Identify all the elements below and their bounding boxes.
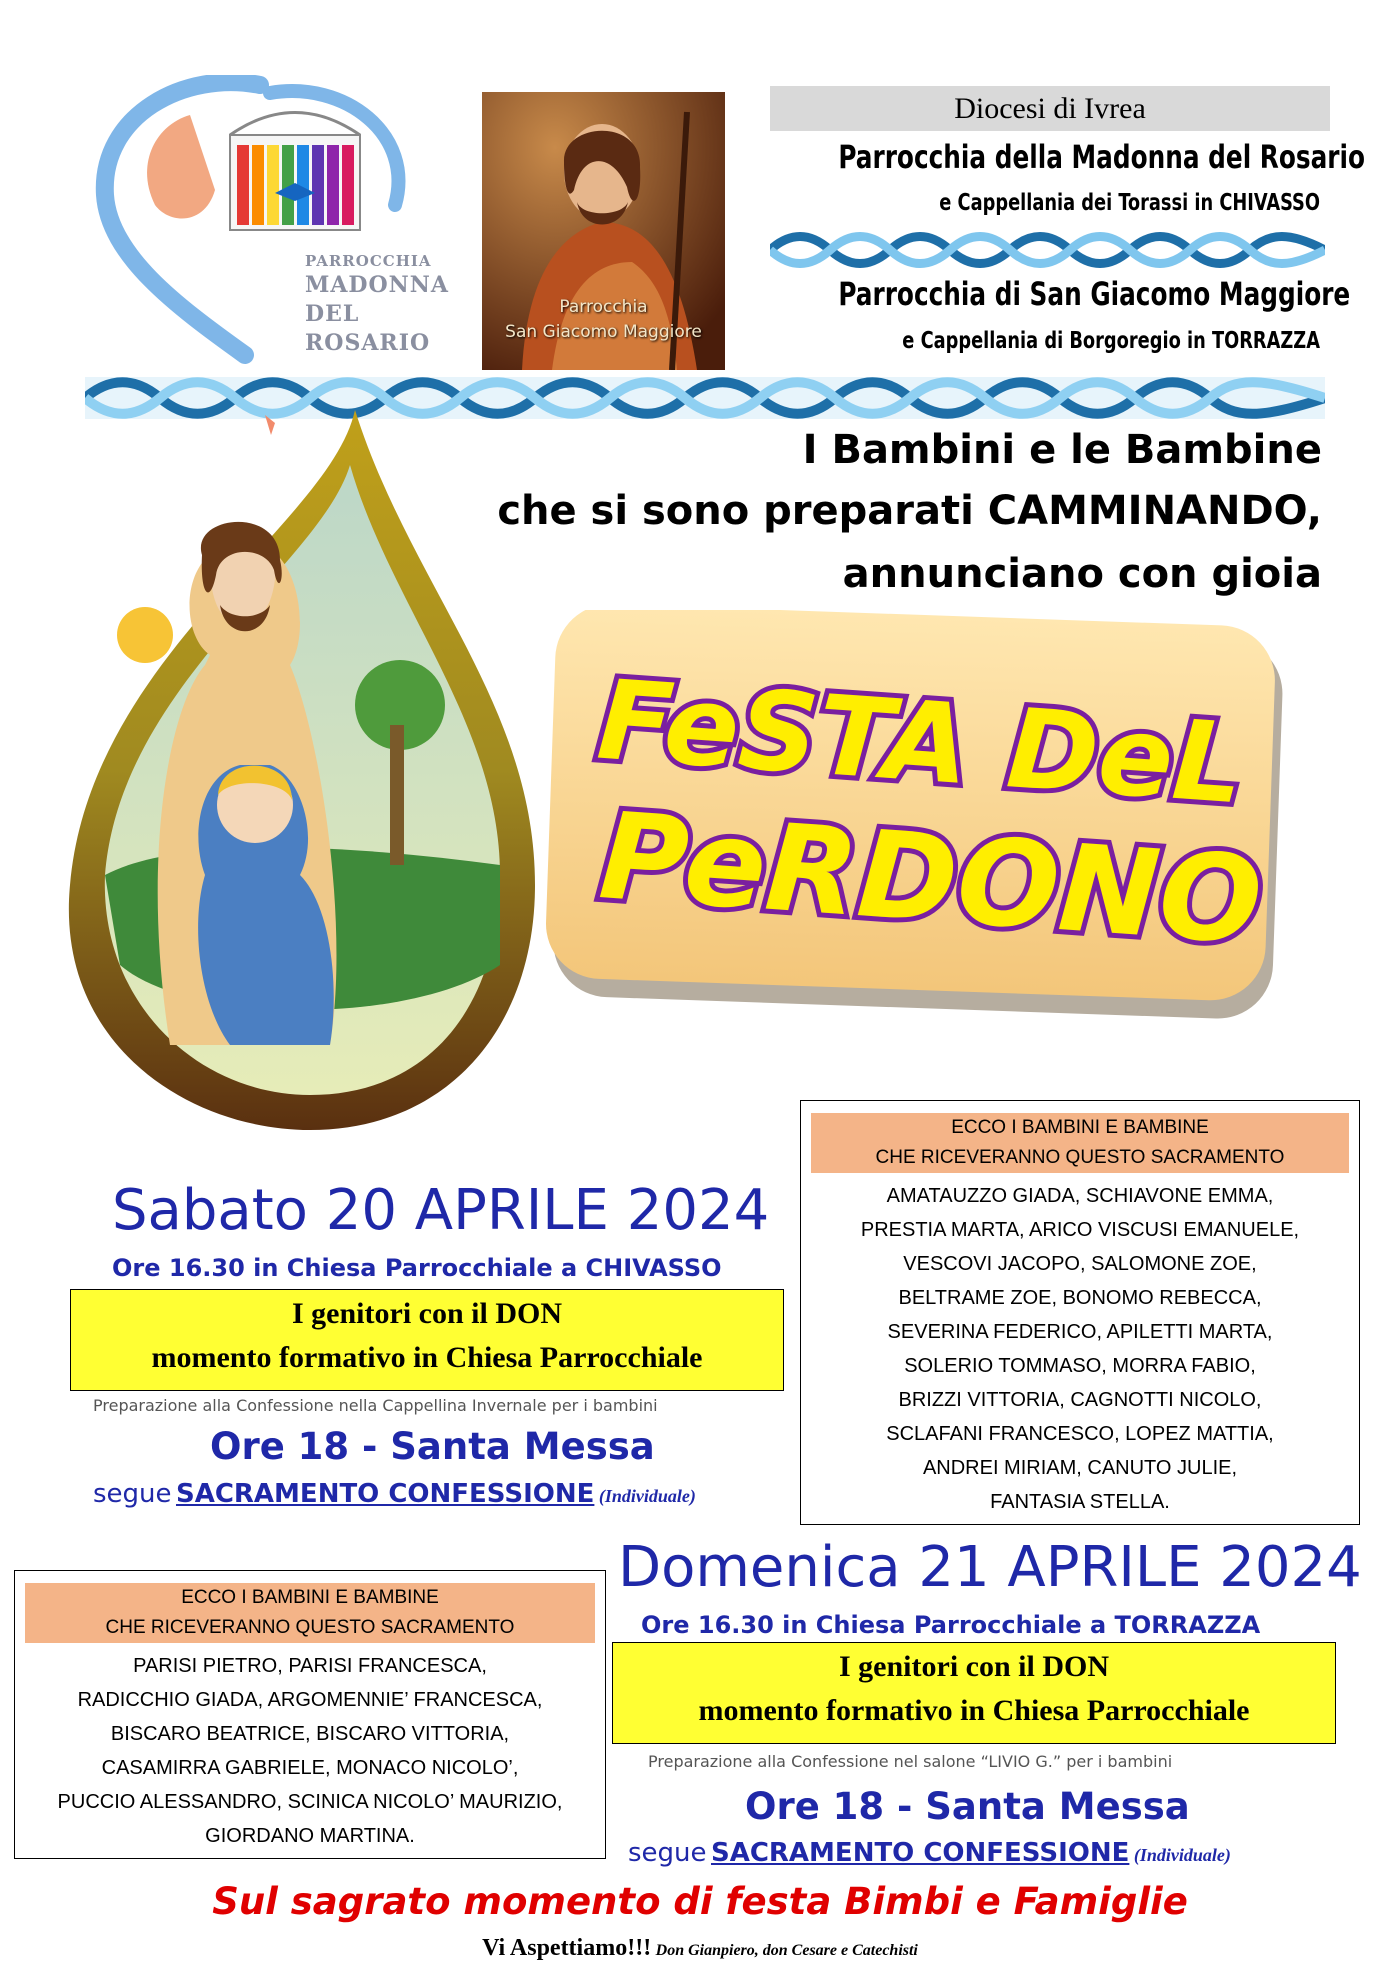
- saint-caption-line2: San Giacomo Maggiore: [505, 322, 702, 342]
- list-names: [801, 1179, 1359, 1519]
- jesus-child-drop-illustration: [30, 405, 560, 1135]
- list-item: SCLAFANI FRANCESCO, LOPEZ MATTIA,: [886, 1423, 1274, 1445]
- saturday-preparation: Preparazione alla Confessione nella Cappellina Invernale per i bambini: [93, 1396, 658, 1415]
- list-item: PUCCIO ALESSANDRO, SCINICA NICOLO’ MAURIZIO,: [57, 1791, 563, 1813]
- logo-text-madonna: MADONNA: [305, 272, 449, 298]
- list-header-line2: CHE RICEVERANNO QUESTO SACRAMENTO: [105, 1617, 515, 1638]
- signature-text: Don Gianpiero, don Cesare e Catechisti: [655, 1942, 918, 1959]
- sacrament-text: SACRAMENTO CONFESSIONE: [710, 1838, 1130, 1868]
- saturday-confession-line: [93, 1479, 696, 1509]
- parish1-chapel: e Cappellania dei Torassi in CHIVASSO: [939, 190, 1320, 216]
- sunday-parents-box: [612, 1642, 1336, 1744]
- list-item: GIORDANO MARTINA.: [205, 1825, 415, 1847]
- sunday-mass: Ore 18 - Santa Messa: [745, 1785, 1190, 1828]
- footer-signature: [0, 1935, 1400, 1962]
- list-header-line2: CHE RICEVERANNO QUESTO SACRAMENTO: [875, 1147, 1285, 1168]
- festa-del-perdono-banner: [540, 610, 1300, 1020]
- saturday-parents-box: [70, 1289, 784, 1391]
- list-header-line1: ECCO I BAMBINI E BAMBINE: [181, 1587, 439, 1608]
- individual-text: (Individuale): [1133, 1845, 1231, 1865]
- list-item: VESCOVI JACOPO, SALOMONE ZOE,: [903, 1253, 1257, 1275]
- list-header: [811, 1113, 1349, 1173]
- diocese-title: Diocesi di Ivrea: [770, 86, 1330, 131]
- sunday-confession-line: [628, 1838, 1231, 1868]
- list-item: PRESTIA MARTA, ARICO VISCUSI EMANUELE,: [860, 1219, 1300, 1241]
- sunday-title: Domenica 21 APRILE 2024: [618, 1535, 1362, 1600]
- list-item: BISCARO BEATRICE, BISCARO VITTORIA,: [110, 1723, 510, 1745]
- list-header: [25, 1583, 595, 1643]
- parents-line1: I genitori con il DON: [839, 1650, 1109, 1683]
- segue-text: segue: [93, 1479, 172, 1509]
- parish-logo-madonna-rosario: [95, 75, 455, 365]
- sunday-time: Ore 16.30 in Chiesa Parrocchiale a TORRAZZA: [641, 1611, 1261, 1639]
- headline-line2: che si sono preparati CAMMINANDO,: [497, 488, 1322, 534]
- individual-text: (Individuale): [598, 1486, 696, 1506]
- logo-text-del: DEL: [305, 301, 360, 327]
- list-item: ANDREI MIRIAM, CANUTO JULIE,: [922, 1457, 1238, 1479]
- list-item: PARISI PIETRO, PARISI FRANCESCA,: [133, 1655, 487, 1677]
- saturday-time: Ore 16.30 in Chiesa Parrocchiale a CHIVASSO: [112, 1254, 722, 1282]
- rope-divider-small: [770, 232, 1325, 268]
- festa-title-line1: FeSTA DeL: [593, 655, 1248, 829]
- parish1-title: Parrocchia della Madonna del Rosario: [838, 138, 1366, 176]
- welcome-text: Vi Aspettiamo!!!: [482, 1935, 652, 1961]
- festa-title-line2: PeRDONO: [595, 787, 1267, 972]
- parents-line1: I genitori con il DON: [292, 1297, 562, 1330]
- saturday-mass: Ore 18 - Santa Messa: [210, 1425, 655, 1468]
- list-item: CASAMIRRA GABRIELE, MONACO NICOLO’,: [101, 1757, 519, 1779]
- parish2-title: Parrocchia di San Giacomo Maggiore: [838, 275, 1351, 313]
- logo-text-parrocchia: PARROCCHIA: [305, 252, 432, 270]
- list-item: BRIZZI VITTORIA, CAGNOTTI NICOLO,: [898, 1389, 1262, 1411]
- list-item: RADICCHIO GIADA, ARGOMENNIE’ FRANCESCA,: [77, 1689, 543, 1711]
- headline-line3: annunciano con gioia: [842, 551, 1322, 597]
- celebration-announcement: Sul sagrato momento di festa Bimbi e Famiglie: [212, 1880, 1188, 1923]
- list-header-line1: ECCO I BAMBINI E BAMBINE: [951, 1117, 1209, 1138]
- headline-line1: I Bambini e le Bambine: [802, 427, 1322, 473]
- parents-line2: momento formativo in Chiesa Parrocchiale: [698, 1694, 1250, 1727]
- torrazza-children-list: [14, 1570, 606, 1859]
- list-item: FANTASIA STELLA.: [990, 1491, 1170, 1513]
- list-item: BELTRAME ZOE, BONOMO REBECCA,: [898, 1287, 1262, 1309]
- chivasso-children-list: [800, 1100, 1360, 1525]
- parents-line2: momento formativo in Chiesa Parrocchiale: [151, 1341, 703, 1374]
- list-item: AMATAUZZO GIADA, SCHIAVONE EMMA,: [886, 1185, 1274, 1207]
- saint-james-painting: [482, 92, 725, 370]
- saturday-title: Sabato 20 APRILE 2024: [112, 1178, 770, 1243]
- saint-caption-line1: Parrocchia: [559, 297, 648, 317]
- list-names: [15, 1649, 605, 1853]
- segue-text: segue: [628, 1838, 707, 1868]
- list-item: SOLERIO TOMMASO, MORRA FABIO,: [904, 1355, 1256, 1377]
- parish2-chapel: e Cappellania di Borgoregio in TORRAZZA: [902, 328, 1320, 354]
- logo-text-rosario: ROSARIO: [305, 330, 431, 356]
- sunday-preparation: Preparazione alla Confessione nel salone “LIVIO G.” per i bambini: [648, 1752, 1173, 1771]
- list-item: SEVERINA FEDERICO, APILETTI MARTA,: [887, 1321, 1273, 1343]
- sacrament-text: SACRAMENTO CONFESSIONE: [175, 1479, 595, 1509]
